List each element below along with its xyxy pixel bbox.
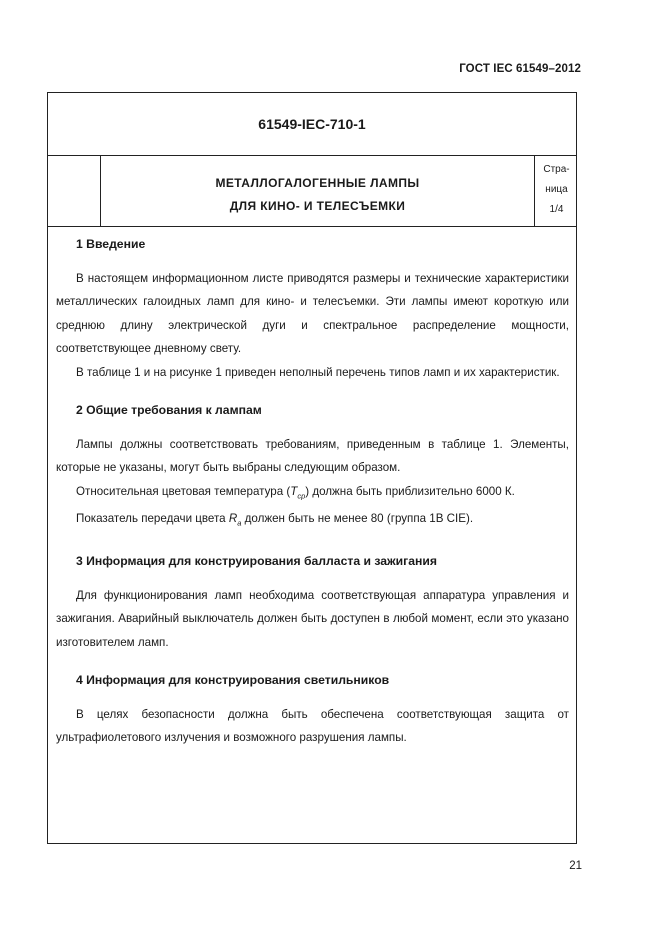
- page-value: 1/4: [549, 204, 564, 215]
- sheet-body: [56, 233, 569, 750]
- section-heading-2: 2 Общие требования к лампам: [76, 403, 262, 417]
- page-label-1: Стра-: [543, 164, 570, 175]
- paragraph: В настоящем информационном листе приводятся размеры и технические характеристики металлических галоидных ламп для кино- и телесъемки. Эти лампы имеют короткую или среднюю длину электрической дуги и спектральное распределение мощности, соответствующее дневному свету.: [56, 271, 569, 355]
- sheet-title-line-1: МЕТАЛЛОГАЛОГЕННЫЕ ЛАМПЫ: [215, 176, 420, 190]
- section-heading-4: 4 Информация для конструирования светильников: [76, 673, 390, 688]
- paragraph: Для функционирования ламп необходима соответствующая аппаратура управления и зажигания. Аварийный выключатель должен быть доступен в любой момент, если это указано изготовителем ламп.: [56, 588, 569, 649]
- page-label-2: ница: [545, 184, 568, 195]
- sheet-title: [101, 156, 535, 226]
- paragraph: Относительная цветовая температура $(T_{cp})$ должна быть приблизительно 6000 К.: [76, 484, 515, 500]
- section-heading-3: 3 Информация для конструирования балласта и зажигания: [76, 554, 437, 569]
- title-row: [48, 156, 576, 227]
- paragraph: В целях безопасности должна быть обеспечена соответствующая защита от ультрафиолетового излучения и возможного разрушения лампы.: [56, 707, 569, 745]
- paragraph: Лампы должны соответствовать требованиям, приведенным в таблице 1. Элементы, которые не указаны, могут быть выбраны следующим образом.: [56, 437, 569, 474]
- section-heading-1: 1 Введение: [76, 237, 146, 251]
- sheet-title-line-2: ДЛЯ КИНО- И ТЕЛЕСЪЕМКИ: [229, 199, 406, 213]
- sheet-id: 61549-IEC-710-1: [48, 93, 576, 156]
- info-sheet-frame: [47, 92, 577, 844]
- title-left-cell: [48, 156, 101, 226]
- paragraph: Показатель передачи цвета $R_a$ должен быть не менее 80 (группа 1В CIE).: [76, 512, 474, 528]
- page-number: 21: [569, 860, 582, 872]
- page-cell: [535, 156, 578, 226]
- standard-designation: ГОСТ IEC 61549–2012: [459, 63, 581, 75]
- paragraph: В таблице 1 и на рисунке 1 приведен неполный перечень типов ламп и их характеристик.: [76, 365, 560, 379]
